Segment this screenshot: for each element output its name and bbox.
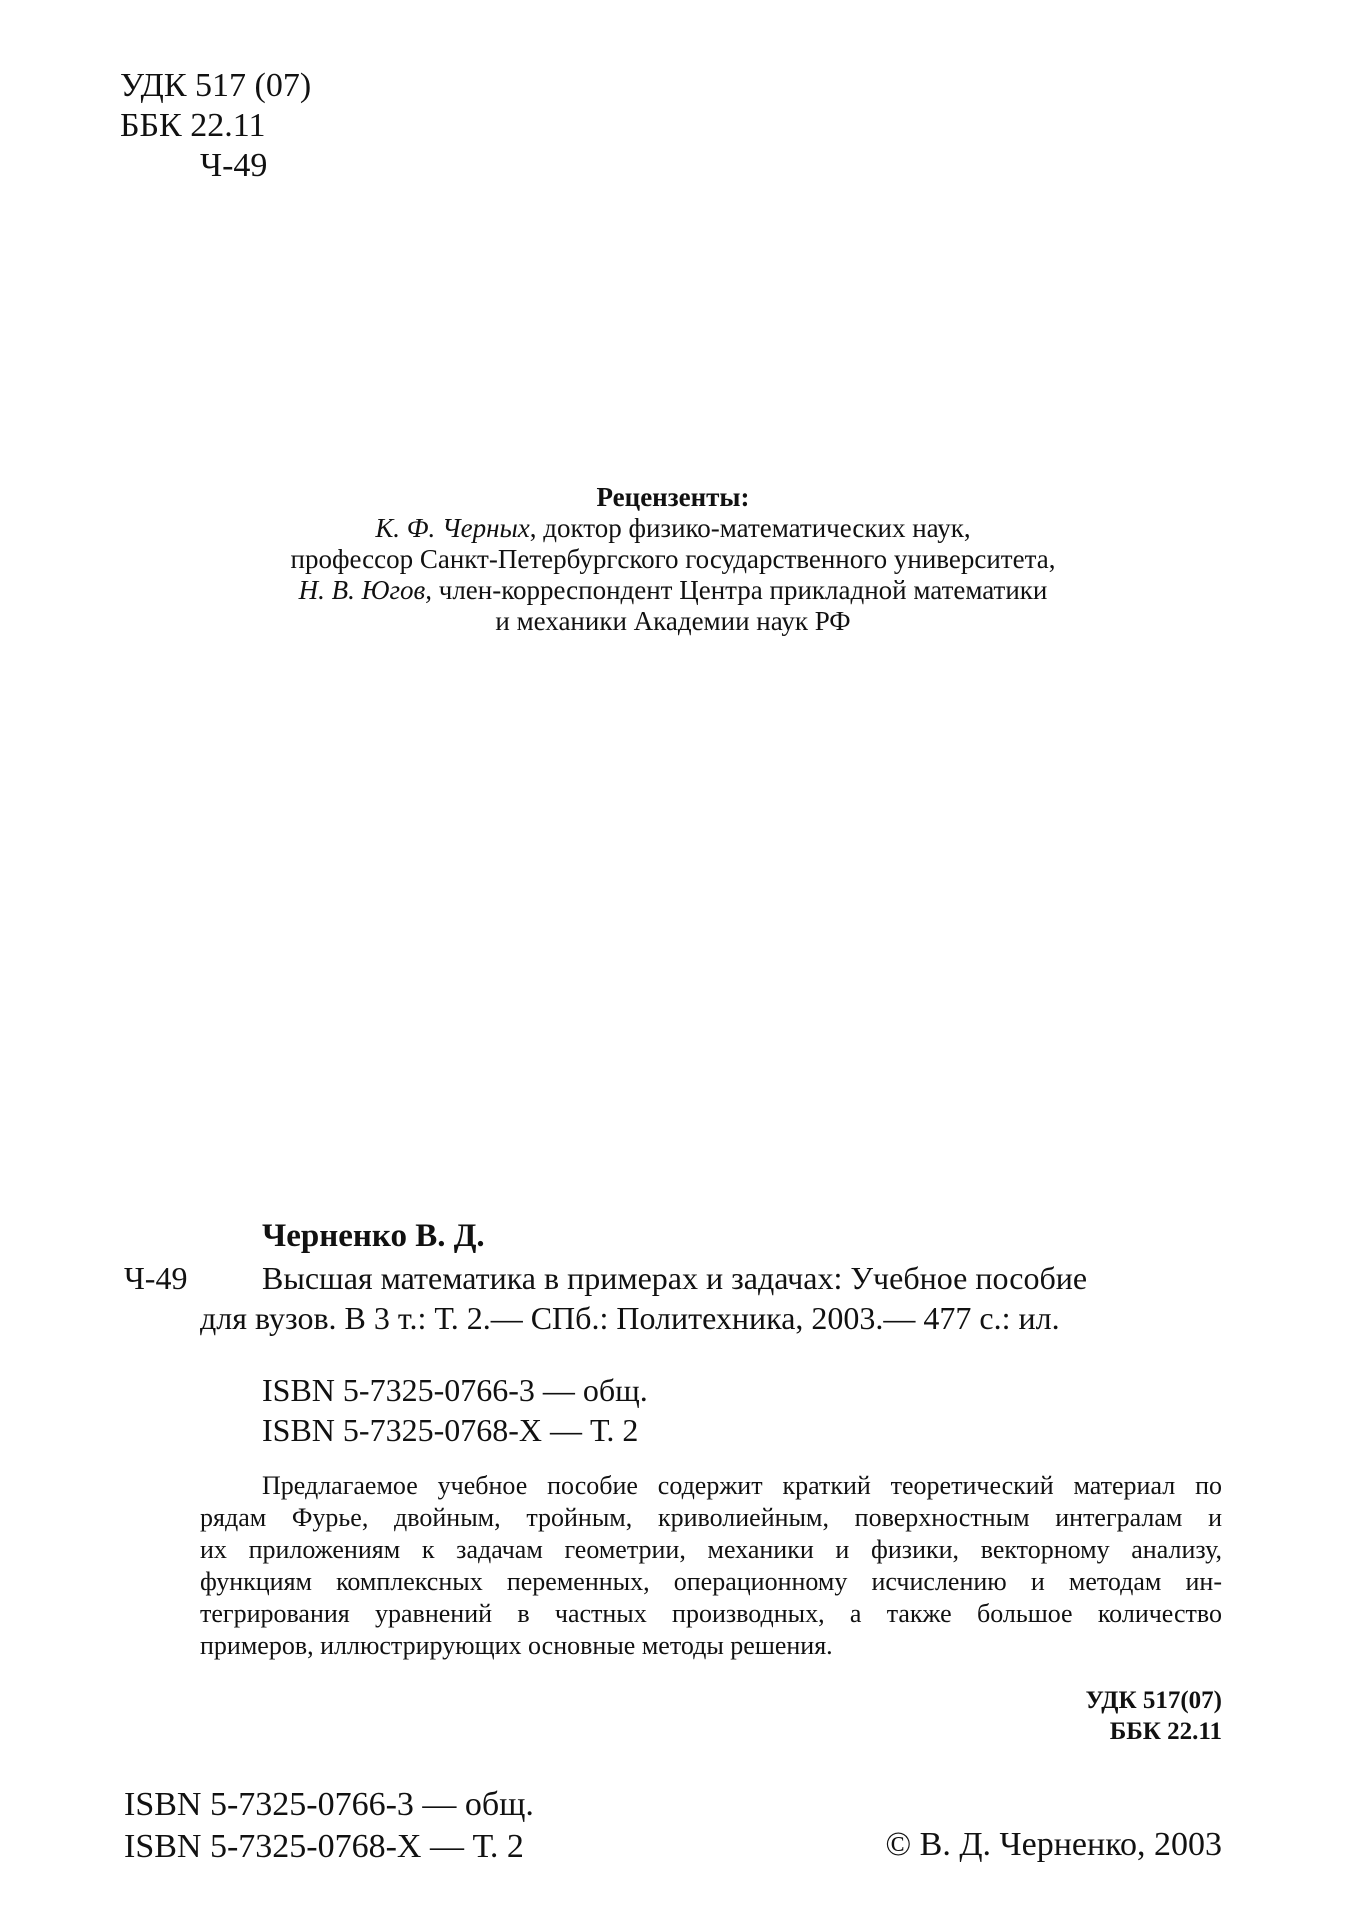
- annotation-line: их приложениям к задачам геометрии, механики и физики, векторному анализу,: [200, 1535, 1222, 1564]
- reviewer-1-desc-line2: профессор Санкт-Петербургского государственного университета,: [290, 544, 1056, 574]
- annotation-line: рядам Фурье, двойным, тройным, криволиейным, поверхностным интегралам и: [200, 1503, 1222, 1532]
- bib-author: Черненко В. Д.: [262, 1218, 485, 1254]
- bbk-top: ББК 22.11: [120, 107, 266, 144]
- footer-isbn-1: ISBN 5-7325-0766-3 — общ.: [124, 1786, 534, 1823]
- bbk-bottom: ББК 22.11: [1109, 1718, 1222, 1745]
- annotation-line: примеров, иллюстрирующих основные методы решения.: [200, 1631, 833, 1660]
- bib-title-line2: для вузов. В 3 т.: Т. 2.— СПб.: Политехника, 2003.— 477 с.: ил.: [200, 1300, 1060, 1336]
- footer-isbn-2: ISBN 5-7325-0768-X — Т. 2: [124, 1828, 524, 1865]
- reviewer-1-desc: , доктор физико-математических наук,: [529, 513, 971, 543]
- reviewers-block: [0, 482, 1346, 637]
- reviewers-heading: Рецензенты:: [596, 482, 750, 512]
- annotation-line: функциям комплексных переменных, операционному исчислению и методам ин-: [200, 1567, 1222, 1596]
- annotation-line: Предлагаемое учебное пособие содержит краткий теоретический материал по: [262, 1471, 1222, 1500]
- annotation-line: тегрирования уравнений в частных производных, а также большое количество: [200, 1599, 1222, 1628]
- annotation: [200, 1470, 1222, 1662]
- reviewer-1-name: К. Ф. Черных: [375, 513, 530, 543]
- bib-title-line1: Высшая математика в примерах и задачах: Учебное пособие: [262, 1260, 1088, 1296]
- udk-top: УДК 517 (07): [120, 67, 312, 104]
- bib-mark: Ч-49: [124, 1260, 188, 1296]
- reviewer-1-line: [0, 513, 1346, 544]
- udk-bottom: УДК 517(07): [1085, 1687, 1222, 1714]
- reviewer-2-line: [0, 575, 1346, 606]
- reviewer-2-desc: член-корреспондент Центра прикладной математики: [432, 575, 1048, 605]
- bib-isbn-1: ISBN 5-7325-0766-3 — общ.: [262, 1372, 648, 1408]
- copyright: © В. Д. Черненко, 2003: [885, 1826, 1222, 1863]
- author-mark-top: Ч-49: [200, 147, 268, 184]
- reviewer-2-desc-line2: и механики Академии наук РФ: [495, 606, 851, 636]
- reviewer-2-name: Н. В. Югов,: [298, 575, 432, 605]
- bib-isbn-2: ISBN 5-7325-0768-X — Т. 2: [262, 1412, 639, 1448]
